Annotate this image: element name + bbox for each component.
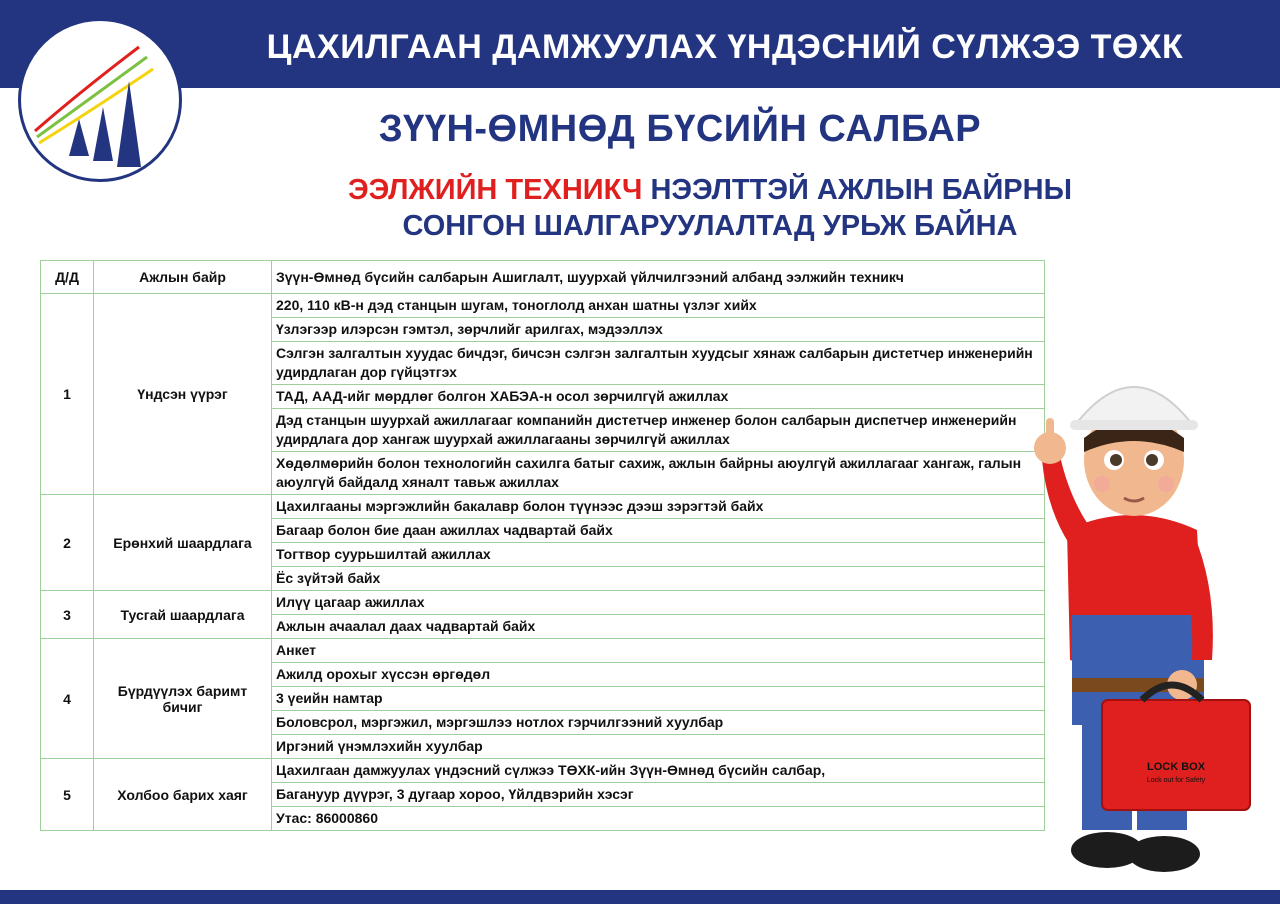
row-item-text: Боловсрол, мэргэжил, мэргэшлээ нотлох гэрчилгээний хуулбар	[272, 711, 1045, 735]
row-item-text: Ёс зүйтэй байх	[272, 567, 1045, 591]
invite-line-1	[200, 172, 1220, 208]
row-item-text: Багаар болон бие даан ажиллах чадвартай байх	[272, 519, 1045, 543]
table-row	[41, 639, 1045, 663]
header-band	[0, 0, 1280, 88]
position-title: ЭЭЛЖИЙН ТЕХНИКЧ	[348, 174, 643, 206]
row-number: 4	[41, 639, 94, 759]
header-num: Д/Д	[41, 261, 94, 294]
table-header-row	[41, 261, 1045, 294]
lock-box-sublabel: Lock out for Safety	[1146, 777, 1206, 784]
row-category: Ерөнхий шаардлага	[94, 495, 272, 591]
job-invitation-heading	[200, 172, 1220, 244]
row-item-text: Ажлын ачаалал даах чадвартай байх	[272, 615, 1045, 639]
table-row	[41, 759, 1045, 783]
row-item-text: Иргэний үнэмлэхийн хуулбар	[272, 735, 1045, 759]
row-number: 5	[41, 759, 94, 831]
invite-line-1-rest: НЭЭЛТТЭЙ АЖЛЫН БАЙРНЫ	[642, 174, 1072, 206]
tower-logo-icon	[21, 21, 179, 179]
org-title: ЦАХИЛГААН ДАМЖУУЛАХ ҮНДЭСНИЙ СҮЛЖЭЭ ТӨХК	[266, 28, 1184, 66]
row-item-text: Анкет	[272, 639, 1045, 663]
row-item-text: Илүү цагаар ажиллах	[272, 591, 1045, 615]
row-item-text: 3 үеийн намтар	[272, 687, 1045, 711]
header-position: Ажлын байр	[94, 261, 272, 294]
row-item-text: 220, 110 кВ-н дэд станцын шугам, тоноглолд анхан шатны үзлэг хийх	[272, 294, 1045, 318]
branch-title: ЗҮҮН-ӨМНӨД БҮСИЙН САЛБАР	[378, 108, 982, 150]
footer-band	[0, 890, 1280, 904]
row-item-text: Үзлэгээр илэрсэн гэмтэл, зөрчлийг арилгах, мэдээллэх	[272, 318, 1045, 342]
row-category: Бүрдүүлэх баримт бичиг	[94, 639, 272, 759]
row-category: Тусгай шаардлага	[94, 591, 272, 639]
row-number: 3	[41, 591, 94, 639]
row-item-text: Сэлгэн залгалтын хуудас бичдэг, бичсэн сэлгэн залгалтын хуудсыг хянаж салбарын дистетчер инженерийн удирдлаган дор гүйцэтгэх	[272, 342, 1045, 385]
table-row	[41, 294, 1045, 318]
table-row	[41, 495, 1045, 519]
row-item-text: Багануур дүүрэг, 3 дугаар хороо, Үйлдвэрийн хэсэг	[272, 783, 1045, 807]
row-item-text: Тогтвор суурьшилтай ажиллах	[272, 543, 1045, 567]
lock-box-label: LOCK BOX	[1146, 761, 1206, 773]
row-item-text: ТАД, ААД-ийг мөрдлөг болгон ХАБЭА-н осол зөрчилгүй ажиллах	[272, 385, 1045, 409]
row-item-text: Утас: 86000860	[272, 807, 1045, 831]
row-item-text: Цахилгаан дамжуулах үндэсний сүлжээ ТӨХК-ийн Зүүн-Өмнөд бүсийн салбар,	[272, 759, 1045, 783]
job-details-table	[40, 260, 1045, 831]
row-item-text: Дэд станцын шуурхай ажиллагааг компанийн дистетчер инженер болон салбарын диспетчер инженерийн удирдлага дор хангаж шуурхай ажиллагааны зөрчилгүй ажиллах	[272, 409, 1045, 452]
header-position-value: Зүүн-Өмнөд бүсийн салбарын Ашиглалт, шуурхай үйлчилгээний албанд ээлжийн техникч	[272, 261, 1045, 294]
row-item-text: Ажилд орохыг хүссэн өргөдөл	[272, 663, 1045, 687]
row-item-text: Цахилгааны мэргэжлийн бакалавр болон түүнээс дээш зэрэгтэй байх	[272, 495, 1045, 519]
row-item-text: Хөдөлмөрийн болон технологийн сахилга батыг сахиж, ажлын байрны аюулгүй ажиллагааг хангаж, галын аюулгүй байдалд хяналт тавьж ажиллах	[272, 452, 1045, 495]
table-row	[41, 591, 1045, 615]
row-category: Холбоо барих хаяг	[94, 759, 272, 831]
row-number: 1	[41, 294, 94, 495]
row-number: 2	[41, 495, 94, 591]
row-category: Үндсэн үүрэг	[94, 294, 272, 495]
invite-line-2: СОНГОН ШАЛГАРУУЛАЛТАД УРЬЖ БАЙНА	[402, 210, 1018, 242]
mascot-worker-illustration	[1012, 360, 1272, 880]
company-logo	[18, 18, 182, 182]
